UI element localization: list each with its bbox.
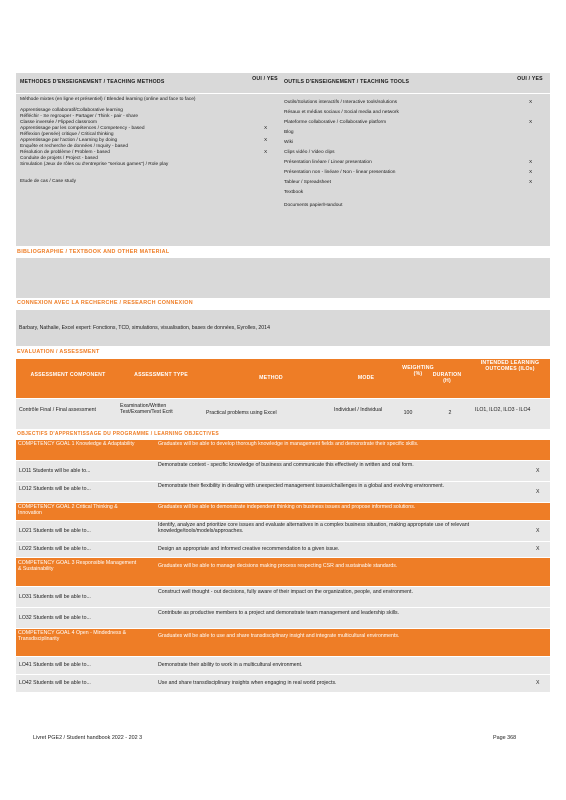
- goal-description: Graduates will be able to develop thorough knowledge in management fields and demonstrate their specific skills.: [158, 441, 419, 447]
- eval-col-weighting: WEIGHTING (%): [402, 365, 434, 377]
- eval-col-ilo: INTENDED LEARNING OUTCOMES (ILOs): [480, 360, 540, 372]
- lo-mark: X: [536, 528, 540, 534]
- objective-row: [16, 461, 550, 481]
- lo-label: LO11 Students will be able to...: [19, 468, 91, 474]
- research-box: [16, 310, 550, 346]
- method-item: Classe inversée / Flipped classroom: [20, 120, 98, 125]
- eval-component: Contrôle Final / Final assessment: [19, 407, 96, 413]
- tool-item: Documents papier/Handout: [284, 203, 343, 208]
- goal-title: COMPETENCY GOAL 2 Critical Thinking & Innovation: [18, 504, 118, 517]
- method-item: Conduite de projets / Project - based: [20, 156, 98, 161]
- objective-row: [16, 521, 550, 541]
- lo-text: Demonstrate their ability to work in a multicultural environment.: [158, 662, 303, 668]
- goal-title: COMPETENCY GOAL 4 Open - Mindedness & Transdisciplinarity: [18, 630, 127, 643]
- eval-mode: Individuel / Individual: [334, 407, 383, 413]
- eval-col-type: ASSESSMENT TYPE: [134, 372, 188, 378]
- footer-page-number: Page 368: [493, 735, 517, 741]
- tools-list: [284, 100, 546, 213]
- eval-col-method: METHOD: [259, 375, 283, 381]
- method-item: Apprentissage par l'action / Learning by doing X: [20, 138, 268, 143]
- method-item: Etude de cas / Case study: [20, 179, 76, 184]
- lo-label: LO12 Students will be able to...: [19, 486, 91, 492]
- method-item: Résolution de problème / Problem - based X: [20, 150, 268, 155]
- tool-item: Présentation non - linéare / Non - linear presentation X: [284, 170, 533, 175]
- lo-label: LO41 Students will be able to...: [19, 662, 91, 668]
- eval-duration: 2: [448, 410, 452, 416]
- tool-item: Clips vidéo / Video clips: [284, 150, 335, 155]
- objectives-title: OBJECTIFS D'APPRENTISSAGE DU PROGRAMME / LEARNING OBJECTIVES: [17, 431, 219, 437]
- method-item: Réfléchir - Se regrouper - Partager / Think - pair - share: [20, 114, 139, 119]
- eval-method: Practical problems using Excel: [206, 410, 277, 416]
- tool-item: Résaux et médias sociaux / Social media and network: [284, 110, 399, 115]
- footer-handbook: Livret PGE2 / Student handbook 2022 - 202 3: [33, 735, 143, 741]
- tool-item: Outils/Solutions interactifs / Interactive tools/solutions X: [284, 100, 533, 105]
- tool-item: Blog: [284, 130, 294, 135]
- eval-ilo: ILO1, ILO2, ILO3 - ILO4: [475, 407, 531, 413]
- objective-row: [16, 482, 550, 502]
- lo-text: Demonstrate context - specific knowledge of business and communicate this effectively in written and oral form.: [158, 462, 414, 468]
- objective-row: [16, 608, 550, 628]
- goal-description: Graduates will be able to demonstrate independent thinking on business issues and propose informed solutions.: [158, 504, 416, 510]
- method-item: Enquête et recherche de données / Inquiry - based: [20, 144, 129, 149]
- method-item: Apprentissage par les compétences / Competency - based X: [20, 126, 268, 131]
- tools-header: OUTILS D'ENSEIGNEMENT / TEACHING TOOLS: [284, 79, 410, 85]
- eval-type: Examination/Written Test/Examen/Test Ecrit: [120, 403, 173, 416]
- lo-mark: X: [536, 468, 540, 474]
- eval-col-duration: DURATION (H): [432, 372, 462, 384]
- method-item: Réflexion (pensée) critique / Critical thinking: [20, 132, 114, 137]
- method-item: Apprentissage collaboratif/Collaborative learning: [20, 108, 123, 113]
- lo-text: Demonstrate their flexibility in dealing with unexpected management issues/challenges in a global and evolving environment.: [158, 483, 445, 489]
- evaluation-title: EVALUATION / ASSESSMENT: [17, 349, 100, 355]
- methods-list: [20, 97, 280, 185]
- goal-description: Graduates will be able to use and share transdisciplinary insight and integrate multicultural environments.: [158, 633, 400, 639]
- eval-col-component: ASSESSMENT COMPONENT: [30, 372, 106, 378]
- goal-description: Graduates will be able to manage decisions making process respecting CSR and sustainable standards.: [158, 563, 398, 569]
- lo-mark: X: [536, 489, 540, 495]
- tool-item: Présentation linéare / Linear presentation X: [284, 160, 533, 165]
- research-reference: Barbary, Nathalie, Excel expert: Fonctions, TCD, simulations, visualisation, bases de données, Eyrolles, 2014: [19, 325, 270, 331]
- methods-tools-block: [16, 73, 550, 246]
- objective-row: [16, 587, 550, 607]
- evaluation-row: [16, 399, 550, 429]
- eval-weighting: 100: [403, 410, 413, 416]
- objective-row: [16, 657, 550, 674]
- competency-goal-row: [16, 503, 550, 520]
- lo-text: Construct well thought - out decisions, fully aware of their impact on the organization, people, and environment.: [158, 589, 413, 595]
- bibliography-title: BIBLIOGRAPHIE / TEXTBOOK AND OTHER MATERIAL: [17, 249, 170, 255]
- lo-label: LO42 Students will be able to...: [19, 680, 91, 686]
- methods-header: METHODES D'ENSEIGNEMENT / TEACHING METHODS: [20, 79, 165, 85]
- competency-goal-row: [16, 558, 550, 586]
- lo-label: LO31 Students will be able to...: [19, 594, 91, 600]
- evaluation-header: [16, 359, 550, 398]
- competency-goal-row: [16, 629, 550, 656]
- eval-col-mode: MODE: [357, 375, 375, 381]
- objective-row: [16, 542, 550, 557]
- header-divider: [16, 93, 550, 94]
- method-item: Simulation (Jeux de rôles ou d'entreprise "serious games") / Role play: [20, 162, 169, 167]
- lo-text: Contribute as productive members to a project and demonstrate team management and leadership skills.: [158, 610, 400, 616]
- lo-mark: X: [536, 680, 540, 686]
- tool-item: Wiki: [284, 140, 294, 145]
- lo-label: LO22 Students will be able to...: [19, 546, 91, 552]
- lo-text: Identify, analyze and prioritize core issues and evaluate alternatives in a complex business situation, making appropriate use of relevant knowledge/tools/models/approaches.: [158, 522, 470, 535]
- lo-label: LO32 Students will be able to...: [19, 615, 91, 621]
- tool-item: Textbook: [284, 190, 304, 195]
- methods-yes-header: OUI / YES: [252, 76, 278, 82]
- research-title: CONNEXION AVEC LA RECHERCHE / RESEARCH CONNEXION: [17, 300, 193, 306]
- objective-row: [16, 675, 550, 692]
- method-item: Méthode mixtes (en ligne et présentiel) / Blended learning (online and face to face): [20, 97, 196, 102]
- lo-text: Use and share transdisciplinary insights when engaging in real world projects.: [158, 680, 337, 686]
- lo-text: Design an appropriate and informed creative recommendation to a given issue.: [158, 546, 340, 552]
- goal-title: COMPETENCY GOAL 3 Responsible Management & Sustainability: [18, 560, 137, 573]
- lo-mark: X: [536, 546, 540, 552]
- competency-goal-row: [16, 440, 550, 460]
- tools-yes-header: OUI / YES: [517, 76, 543, 82]
- tool-item: Plateforme collaborative / Collaborative platform X: [284, 120, 533, 125]
- goal-title: COMPETENCY GOAL 1 Knowledge & Adaptability: [18, 441, 135, 447]
- lo-label: LO21 Students will be able to...: [19, 528, 91, 534]
- tool-item: Tableur / Spreadsheet X: [284, 180, 533, 185]
- bibliography-box: [16, 258, 550, 298]
